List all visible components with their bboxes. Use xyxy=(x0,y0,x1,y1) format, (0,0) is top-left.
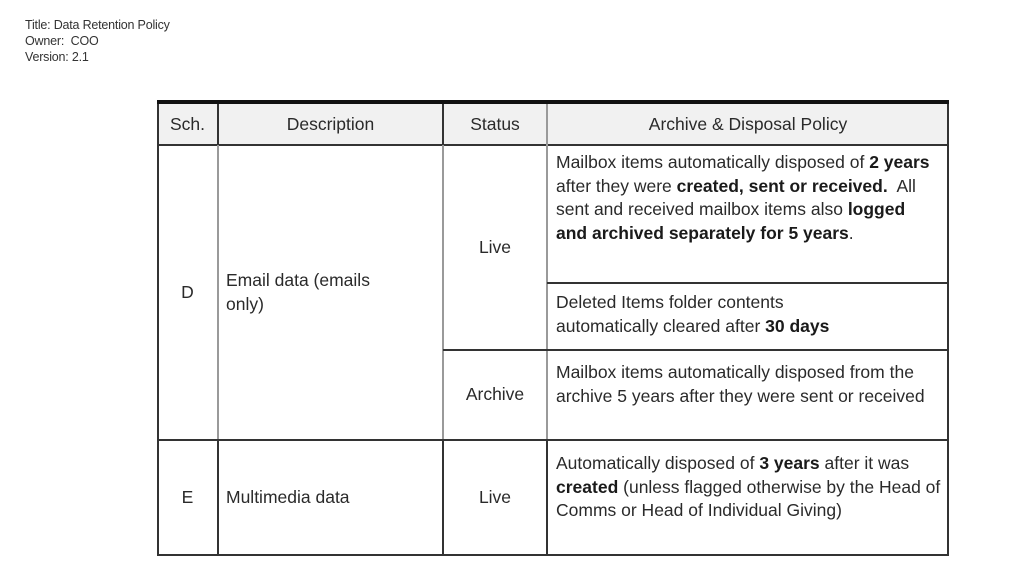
row-d-archive-policy xyxy=(547,350,949,440)
document-header xyxy=(25,17,170,65)
header-policy xyxy=(547,104,949,145)
description-text: Multimedia data xyxy=(226,486,350,507)
description-text: Email data (emails only) xyxy=(226,270,370,314)
row-e-description xyxy=(218,440,443,555)
header-description-label: Description xyxy=(286,113,375,134)
row-d-status-archive xyxy=(443,350,547,440)
status-text: Live xyxy=(478,236,512,257)
row-e-status-live xyxy=(443,440,547,555)
border-bottom xyxy=(157,554,949,556)
policy-text: Automatically disposed of 3 years after it was created (unless flagged otherwise by the Head of Comms or Head of Individual Giving) xyxy=(556,453,941,520)
border-right xyxy=(947,104,949,556)
header-status-label: Status xyxy=(470,113,520,134)
col-divider-1-row-d xyxy=(217,145,219,440)
row-d-sch xyxy=(157,145,218,440)
header-description xyxy=(218,104,443,145)
header-sch-label: Sch. xyxy=(169,113,206,134)
status-text: Live xyxy=(478,486,512,507)
policy-text: Mailbox items automatically disposed from the archive 5 years after they were sent or received xyxy=(556,362,925,406)
retention-schedule-table xyxy=(157,100,949,556)
row-d-status-live xyxy=(443,145,547,350)
policy-text: Deleted Items folder contents automatically cleared after 30 days xyxy=(556,292,830,336)
col-divider-3-header xyxy=(546,104,548,145)
sch-code: D xyxy=(181,281,194,302)
col-divider-2-row-d xyxy=(442,145,444,440)
col-divider-3-row-e xyxy=(546,440,548,556)
policy-divider-d-live xyxy=(547,282,949,284)
col-divider-2-header xyxy=(442,104,444,145)
col-divider-1-header xyxy=(217,104,219,145)
status-text: Archive xyxy=(465,384,525,405)
row-divider-d-e xyxy=(157,439,949,441)
row-d-live-policy-2 xyxy=(547,283,949,350)
border-left xyxy=(157,104,159,556)
row-d-description xyxy=(218,145,443,440)
document-version: Version: 2.1 xyxy=(25,50,89,64)
row-d-live-policy-1 xyxy=(547,145,949,283)
col-divider-2-row-e xyxy=(442,440,444,556)
row-e-sch xyxy=(157,440,218,555)
document-title: Title: Data Retention Policy xyxy=(25,18,170,32)
sch-code: E xyxy=(181,486,194,507)
header-policy-label: Archive & Disposal Policy xyxy=(648,113,848,134)
row-e-live-policy xyxy=(547,440,949,555)
status-divider-d xyxy=(443,349,949,351)
header-divider xyxy=(157,144,949,146)
col-divider-3-row-d xyxy=(546,145,548,440)
policy-text: Mailbox items automatically disposed of 2 years after they were created, sent or received. All sent and received mailbox items also logged and archived separately for 5 years. xyxy=(556,152,930,243)
document-owner: Owner: COO xyxy=(25,34,99,48)
header-status xyxy=(443,104,547,145)
header-sch xyxy=(157,104,218,145)
col-divider-1-row-e xyxy=(217,440,219,556)
